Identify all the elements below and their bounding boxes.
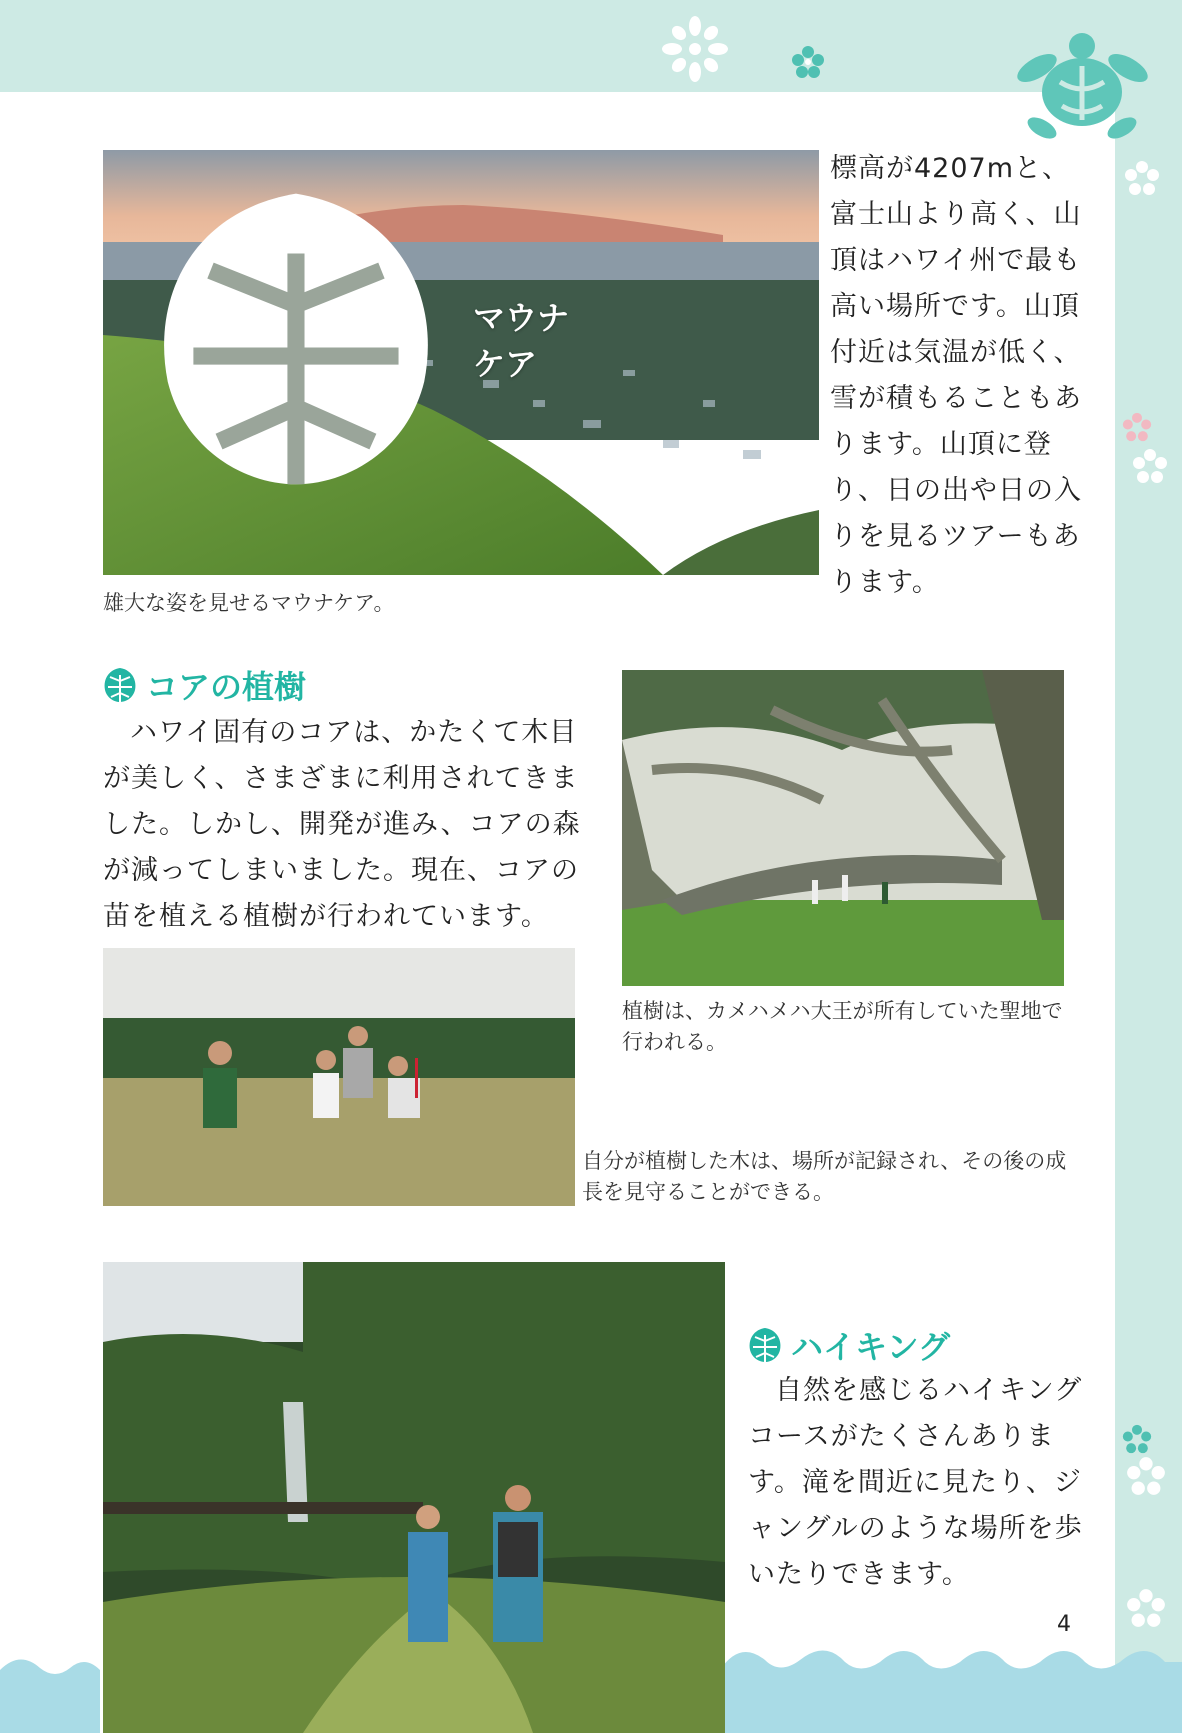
koa-planting-caption: 自分が植樹した木は、場所が記録され、その後の成長を見守ることができる。 [582,1149,1067,1204]
wave-decoration [0,1650,100,1733]
hiking-paragraph: 自然を感じるハイキングコースがたくさんあります。滝を間近に見たり、ジャングルのような場所を歩いたりできます。 [748,1375,1083,1590]
photo-title [125,168,590,510]
pink-flower-icon [1122,412,1152,442]
monstera-leaf-icon [125,168,467,510]
photo-title-text: マウナケア [472,298,569,383]
turtle-icon [1012,30,1152,150]
side-flower-icon [1126,1456,1166,1496]
mauna-kea-caption: 雄大な姿を見せるマウナケア。 [103,591,395,615]
side-flower-icon [1124,160,1160,196]
mauna-kea-description: 標高が4207mと、富士山より高く、山頂はハワイ州で最も高い場所です。山頂付近は気温が低く、雪が積もることもあります。山頂に登り、日の出や日の入りを見るツアーもあります。 [830,153,1082,598]
hiking-heading-text: ハイキング [791,1328,951,1366]
top-frame-band [0,0,1182,92]
monstera-leaf-icon [745,1325,785,1365]
wave-decoration [720,1640,1182,1733]
mauna-kea-photo [103,150,819,575]
koa-heading-text: コアの植樹 [146,668,307,706]
side-flower-icon [1122,1424,1152,1454]
hiking-photo [103,1262,725,1733]
page-number: 4 [1057,1612,1071,1637]
small-flower-icon [790,44,826,80]
side-flower-icon [1126,1588,1166,1628]
koa-paragraph: ハワイ固有のコアは、かたくて木目が美しく、さまざまに利用されてきました。しかし、開発が進み、コアの森が減ってしまいました。現在、コアの苗を植える植樹が行われています。 [103,717,581,932]
flower-icon [660,14,730,84]
koa-planting-photo [103,948,575,1206]
hiking-heading [745,1322,950,1368]
koa-tree-photo [622,670,1064,986]
monstera-leaf-icon [100,665,140,705]
koa-heading [100,662,306,708]
koa-tree-caption: 植樹は、カメハメハ大王が所有していた聖地で行われる。 [622,999,1063,1054]
side-flower-icon [1132,448,1168,484]
